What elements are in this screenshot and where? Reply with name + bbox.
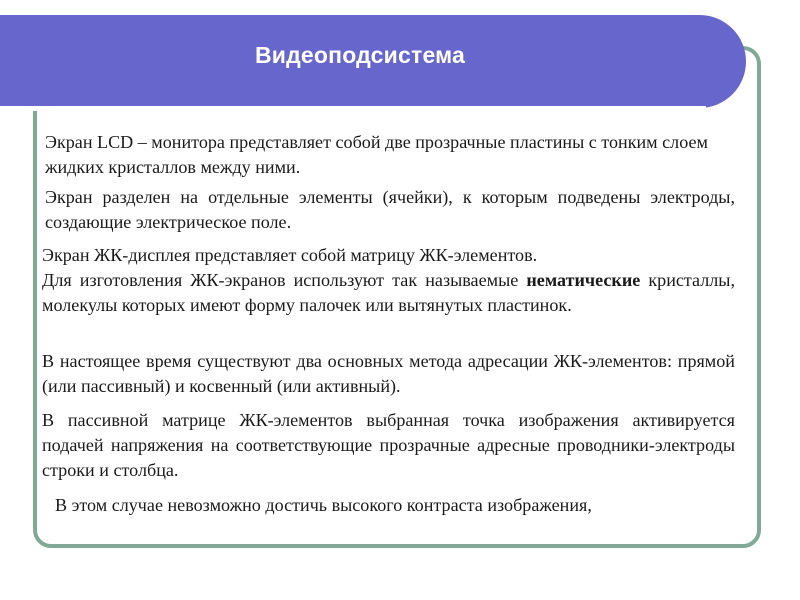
paragraph-cells: Экран разделен на отдельные элементы (ячейки), к которым подведены электроды, создающие электрическое поле. <box>45 187 735 232</box>
slide-title: Видеоподсистема <box>254 42 466 68</box>
paragraph-matrix: Экран ЖК-дисплея представляет собой матрицу ЖК-элементов. <box>42 245 538 265</box>
paragraph-contrast: В этом случае невозможно достичь высокого контраста изображения, <box>55 495 592 515</box>
paragraph-nematic <box>42 268 735 318</box>
paragraph-nematic-after: кристаллы, молекулы которых имеют форму палочек или вытянутых пластинок. <box>42 270 735 315</box>
nematic-emphasis: нематические <box>526 270 641 290</box>
paragraph-nematic-before: Для изготовления ЖК-экранов используют так называемые <box>42 270 527 290</box>
paragraph-addressing-methods: В настоящее время существуют два основных метода адресации ЖК-элементов: прямой (или пассивный) и косвенный (или активный). <box>42 351 735 396</box>
paragraph-passive-matrix: В пассивной матрице ЖК-элементов выбранная точка изображения активируется подачей напряжения на соответствующие прозрачные адресные проводники-электроды строки и столбца. <box>42 410 735 480</box>
paragraph-lcd-structure: Экран LCD – монитора представляет собой две прозрачные пластины с тонким слоем жидких кристаллов между ними. <box>45 132 708 177</box>
title-underline <box>0 106 706 111</box>
